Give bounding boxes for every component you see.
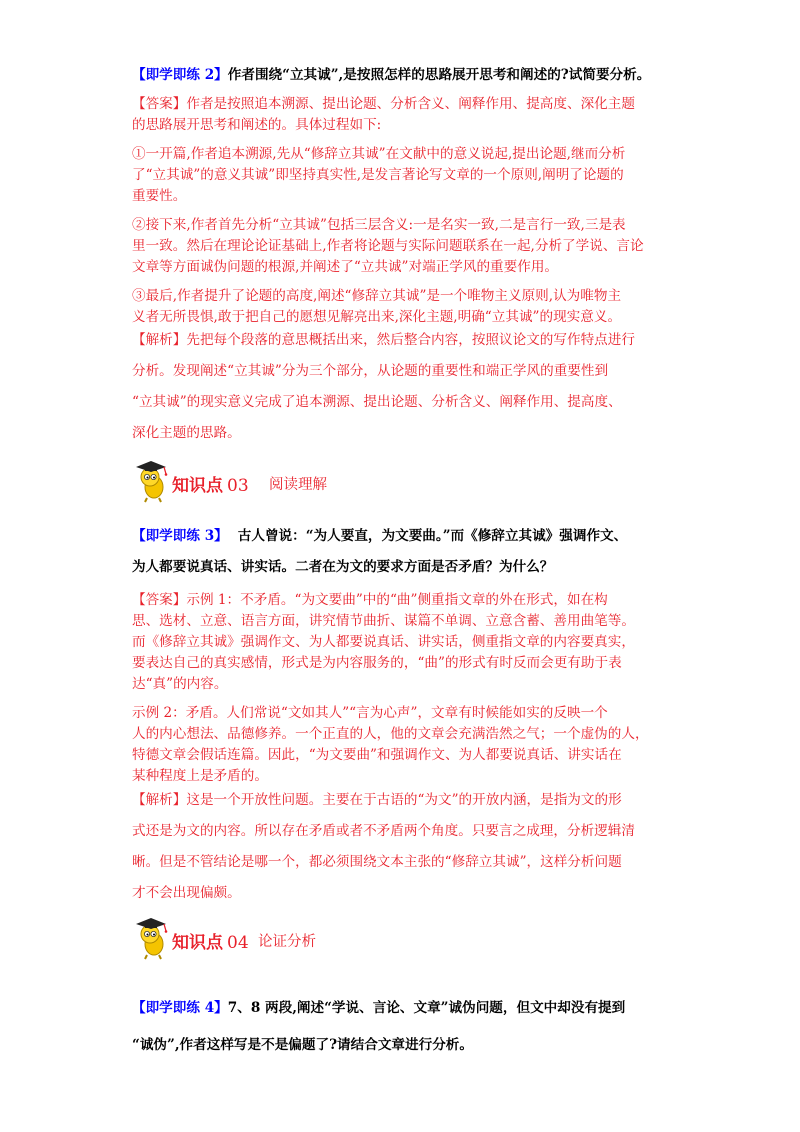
answer-line: 思、选材、立意、语言方面，讲究情节曲折、谋篇不单调、立意含蓄、善用曲笔等。 <box>132 613 635 629</box>
exercise-3-answer <box>132 590 677 787</box>
question-text: 作者围绕“立其诚”,是按照怎样的思路展开思考和阐述的?试简要分析。 <box>227 67 651 83</box>
answer-line: 里一致。然后在理论论证基础上,作者将论题与实际问题联系在一起,分析了学说、言论 <box>132 238 644 254</box>
analysis-tag: 【解析】 <box>132 332 187 348</box>
answer-line: ②接下来,作者首先分析“立其诚”包括三层含义:一是名实一致,二是言行一致,三是表 <box>132 217 626 233</box>
exercise-3-question <box>132 521 677 583</box>
answer-tag: 【答案】 <box>132 96 187 112</box>
answer-tag: 【答案】 <box>132 592 187 608</box>
analysis-line: 式还是为文的内容。所以存在矛盾或者不矛盾两个角度。只要言之成理，分析逻辑清 <box>132 823 635 839</box>
analysis-line: 这是一个开放性问题。主要在于古语的“为文”的开放内涵，是指为文的形 <box>186 792 622 808</box>
answer-line: ①一开篇,作者追本溯源,先从“修辞立其诚”在文献中的意义说起,提出论题,继而分析 <box>132 146 626 162</box>
exercise-2-answer <box>132 94 677 328</box>
analysis-line: 晰。但是不管结论是哪一个，都必须围绕文本主张的“修辞立其诚”，这样分析问题 <box>132 854 622 870</box>
answer-line: 示例 1：不矛盾。“为文要曲”中的“曲”侧重指文章的外在形式，如在构 <box>186 592 608 608</box>
knowledge-point-number: 03 <box>227 476 249 496</box>
answer-line: 人的内心想法、品德修养。一个正直的人，他的文章会充满浩然之气；一个虚伪的人， <box>132 726 649 742</box>
knowledge-point-03-heading <box>134 457 434 503</box>
graduate-student-icon <box>134 914 174 960</box>
answer-line: 达“真”的内容。 <box>132 676 228 692</box>
answer-line: 的思路展开思考和阐述的。具体过程如下: <box>132 117 382 133</box>
exercise-tag: 【即学即练 4】 <box>132 1000 228 1016</box>
exercise-3-analysis <box>132 785 677 909</box>
answer-line: 示例 2：矛盾。人们常说“文如其人”“言为心声”，文章有时候能如实的反映一个 <box>132 705 608 721</box>
answer-line: 特德文章会假话连篇。因此，“为文要曲”和强调作文、为人都要说真话、讲实话在 <box>132 747 622 763</box>
knowledge-point-label: 知识点 <box>172 476 223 496</box>
answer-line: 某种程度上是矛盾的。 <box>132 768 268 784</box>
question-text: 古人曾说：“为人要直，为文要曲。”而《修辞立其诚》强调作文、 <box>237 528 628 544</box>
exercise-tag: 【即学即练 2】 <box>132 67 228 83</box>
knowledge-point-04-heading <box>134 914 434 960</box>
answer-line: 义者无所畏惧,敢于把自己的愿想见解亮出来,深化主题,明确“立其诚”的现实意义。 <box>132 309 622 325</box>
knowledge-point-number: 04 <box>227 933 249 953</box>
answer-line: 要表达自己的真实感情，形式是为内容服务的，“曲”的形式有时反而会更有助于表 <box>132 655 622 671</box>
exercise-2-analysis <box>132 325 677 449</box>
analysis-tag: 【解析】 <box>132 792 187 808</box>
exercise-2-question <box>132 63 677 83</box>
exercise-tag: 【即学即练 3】 <box>132 528 228 544</box>
analysis-line: “立其诚”的现实意义完成了追本溯源、提出论题、分析含义、阐释作用、提高度、 <box>132 394 622 410</box>
knowledge-point-label: 知识点 <box>172 933 223 953</box>
question-text: 为人都要说真话、讲实话。二者在为文的要求方面是否矛盾？为什么？ <box>132 559 554 575</box>
answer-line: 文章等方面诚伪问题的根源,并阐述了“立共诚”对端正学风的重要作用。 <box>132 259 559 275</box>
answer-line: 重要性。 <box>132 188 187 204</box>
question-text: “诚伪”,作者这样写是不是偏题了?请结合文章进行分析。 <box>132 1037 473 1053</box>
analysis-line: 深化主题的思路。 <box>132 425 241 441</box>
answer-line: 作者是按照追本溯源、提出论题、分析含义、阐释作用、提高度、深化主题 <box>186 96 635 112</box>
analysis-line: 先把每个段落的意思概括出来，然后整合内容，按照议论文的写作特点进行 <box>186 332 635 348</box>
knowledge-point-title: 论证分析 <box>258 934 316 950</box>
analysis-line: 分析。发现阐述“立其诚”分为三个部分，从论题的重要性和端正学风的重要性到 <box>132 363 609 379</box>
graduate-student-icon <box>134 457 174 503</box>
question-text: 7、8 两段,阐述“学说、言论、文章”诚伪问题，但文中却没有提到 <box>227 1000 626 1016</box>
answer-line: 了“立其诚”的意义其诚”即坚持真实性,是发言著论写文章的一个原则,阐明了论题的 <box>132 167 624 183</box>
answer-line: ③最后,作者提升了论题的高度,阐述“修辞立其诚”是一个唯物主义原则,认为唯物主 <box>132 288 622 304</box>
answer-line: 而《修辞立其诚》强调作文、为人都要说真话、讲实话，侧重指文章的内容要真实， <box>132 634 635 650</box>
analysis-line: 才不会出现偏颇。 <box>132 885 241 901</box>
knowledge-point-title: 阅读理解 <box>269 477 327 493</box>
exercise-4-question <box>132 990 677 1064</box>
